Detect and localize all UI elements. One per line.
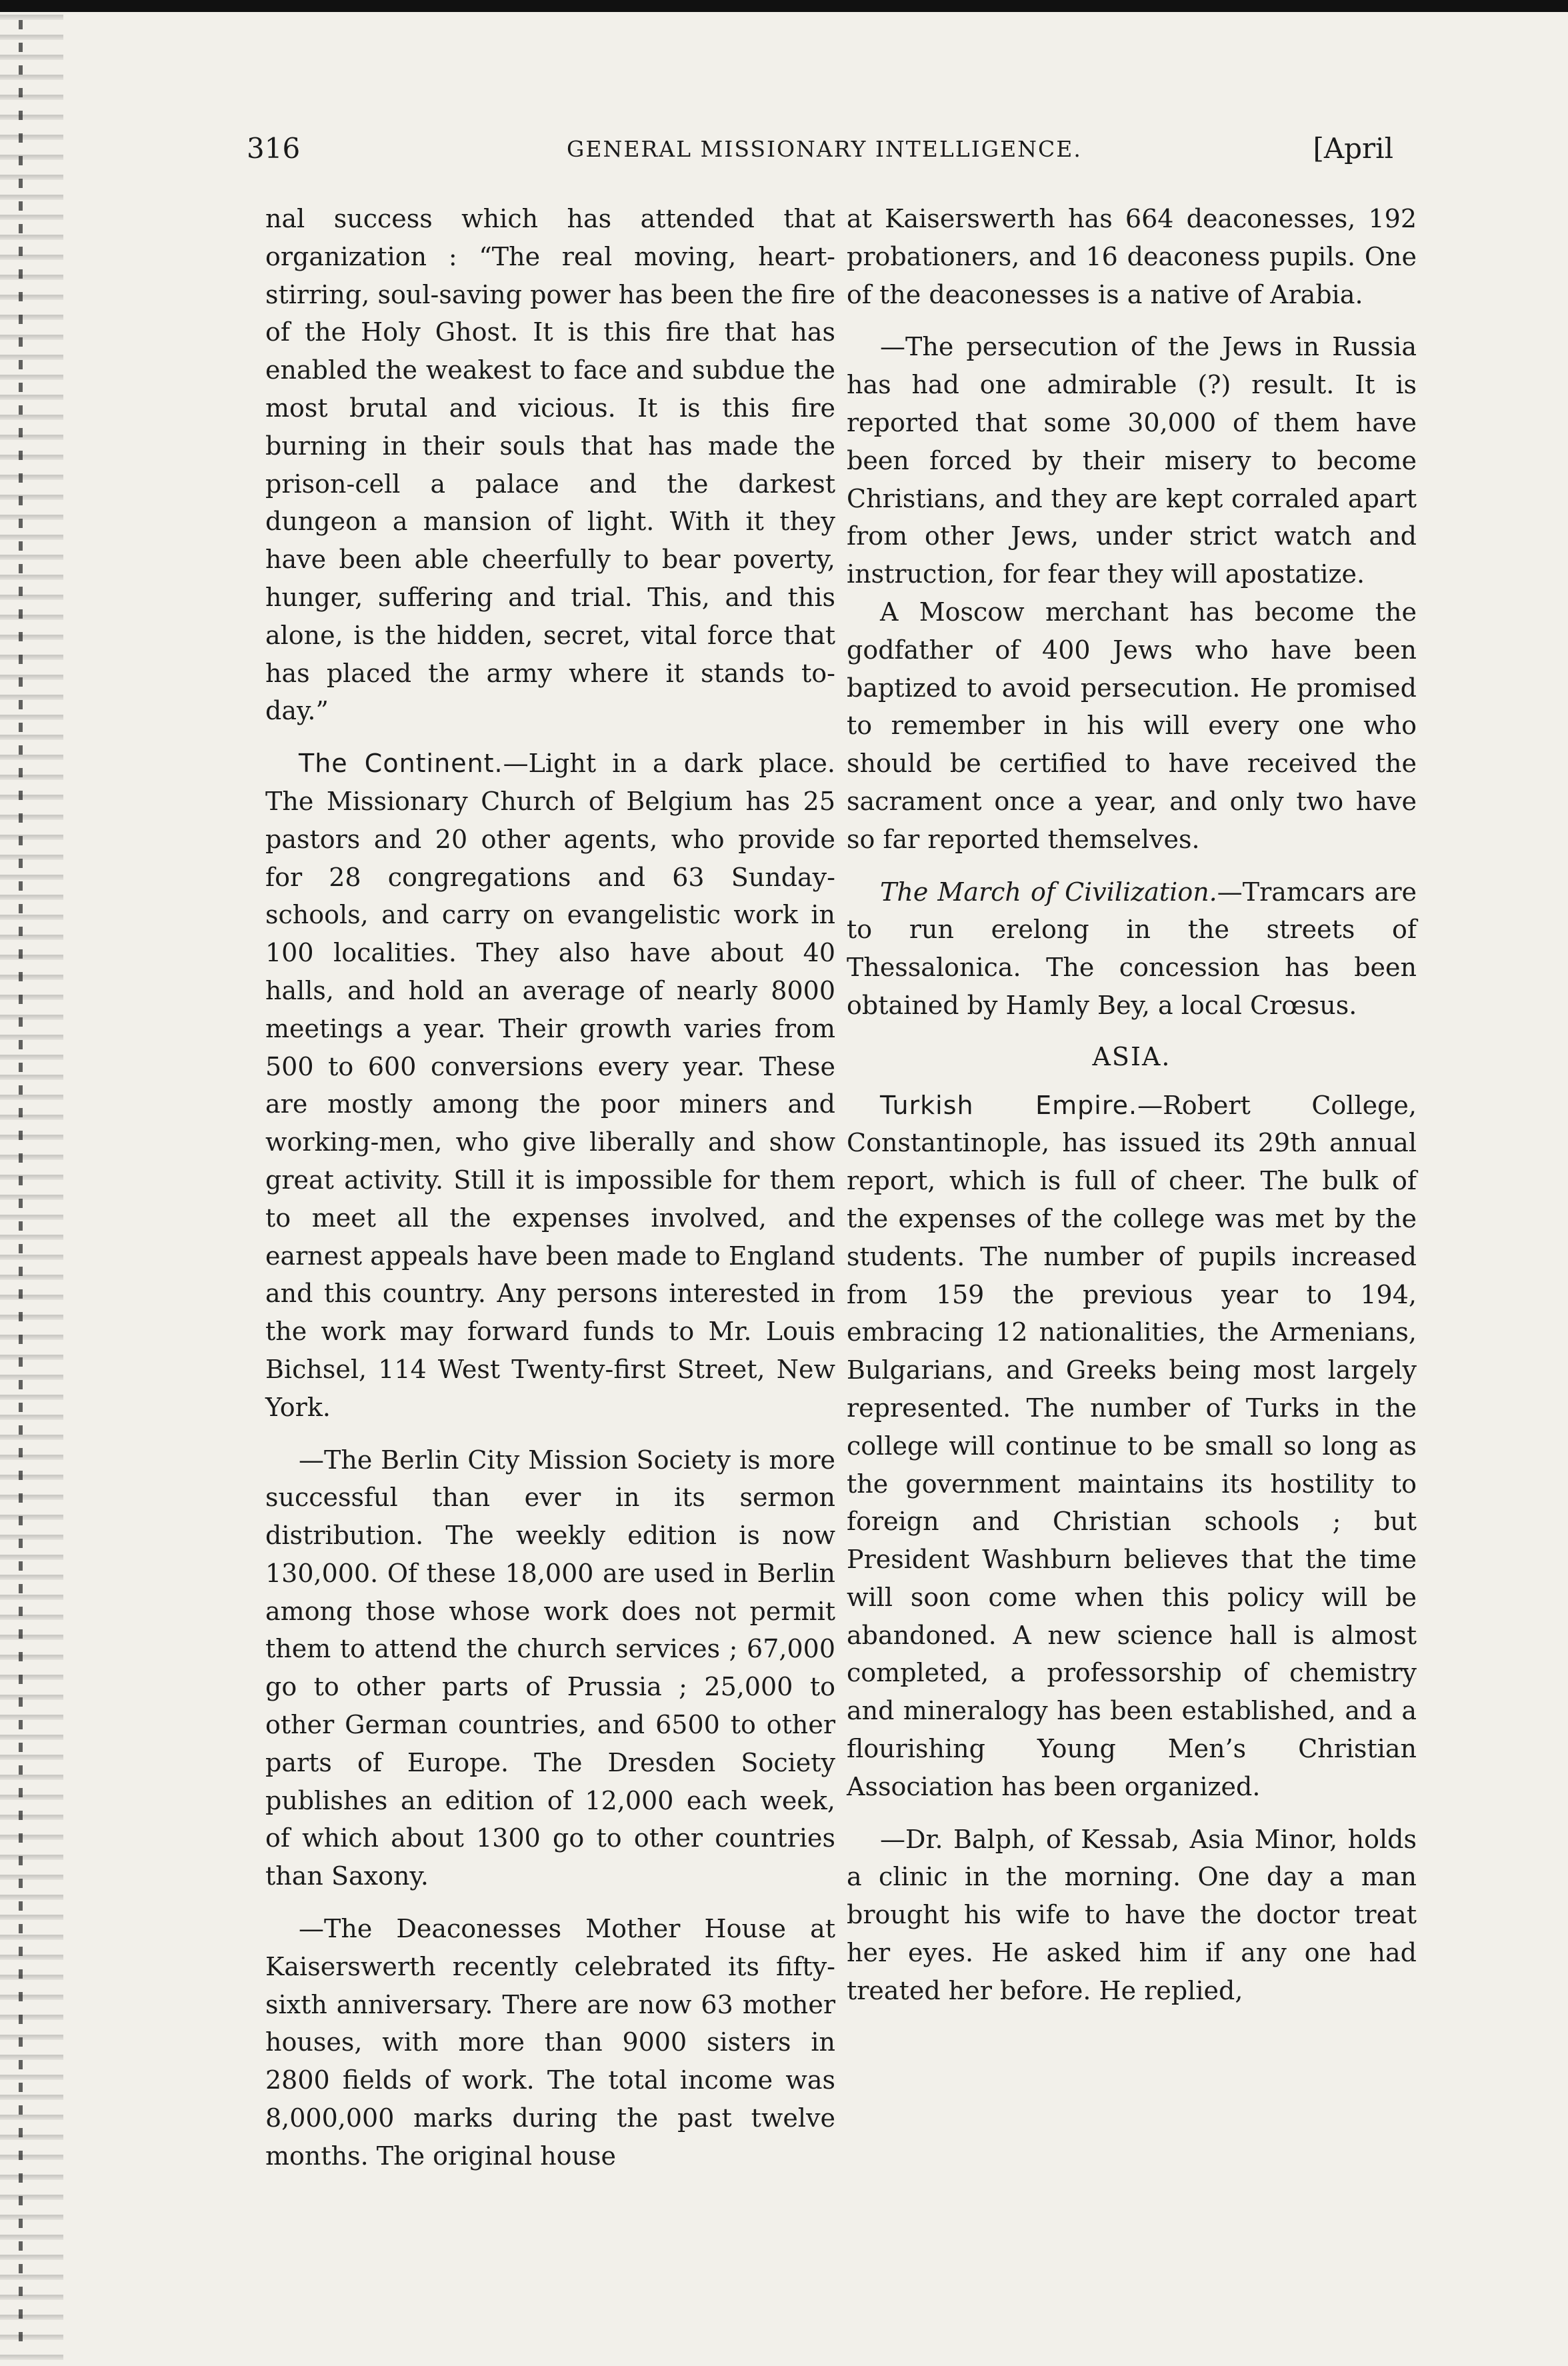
section-heading-asia: ASIA. (1092, 1041, 1171, 1071)
right-column (847, 200, 1417, 2010)
paragraph-moscow-merchant: A Moscow merchant has become the godfather of 400 Jews who have been baptized to avoid persecution. He promised to remember in his will every one who should be certified to have received the sacrament once a year, and only two have so far reported themselves. (847, 597, 1417, 854)
page-header (247, 132, 1393, 172)
paragraph-march-text: —Tramcars are to run erelong in the streets of Thessalonica. The concession has been obtained by Hamly Bey, a local Crœsus. (847, 877, 1417, 1020)
paragraph-kaiserswerth: at Kaiserswerth has 664 deaconesses, 192 probationers, and 16 deaconess pupils. One of the deaconesses is a native of Arabia. (847, 204, 1417, 309)
paragraph-march-civilization (847, 873, 1417, 1025)
paragraph-dr-balph: —Dr. Balph, of Kessab, Asia Minor, holds a clinic in the morning. One day a man brought his wife to have the doctor treat her eyes. He asked him if any one had treated her before. He replied, (847, 1824, 1417, 2005)
paragraph-salvation-army-quote: nal success which has attended that organization : “The real moving, heart-stirring, soul-saving power has been the fire of the Holy Ghost. It is this fire that has enabled the weakest to face and subdue the most brutal and vicious. It is this fire burning in their souls that has made the prison-cell a palace and the darkest dungeon a mansion of light. With it they have been able cheerfully to bear poverty, hunger, suffering and trial. This, and this alone, is the hidden, secret, vital force that has placed the army where it stands to-day.” (265, 204, 835, 726)
left-column (265, 200, 835, 2175)
run-in-heading-march: The March of Civilization. (880, 877, 1217, 907)
running-title: GENERAL MISSIONARY INTELLIGENCE. (567, 136, 1082, 162)
binding-line (19, 20, 23, 2353)
top-scan-rule (0, 0, 1568, 12)
run-in-heading-continent: The Continent. (299, 749, 503, 779)
page-number: 316 (247, 132, 301, 165)
paragraph-continent (265, 745, 835, 1426)
paragraph-deaconesses: —The Deaconesses Mother House at Kaiserswerth recently celebrated its fifty-sixth anniversary. There are now 63 mother houses, with more than 9000 sisters in 2800 fields of work. The total income was 8,000,000 marks during the past twelve months. The original house (265, 1914, 835, 2171)
paragraph-turkish-text: —Robert College, Constantinople, has issued its 29th annual report, which is full of cheer. The bulk of the expenses of the college was met by the students. The number of pupils increased from 159 the previous year to 194, embracing 12 nationalities, the Armenians, Bulgarians, and Greeks being most largely represented. The number of Turks in the college will continue to be small so long as the government maintains its hostility to foreign and Christian schools ; but President Washburn believes that the time will soon come when this policy will be abandoned. A new science hall is almost completed, a professorship of chemistry and mineralogy has been established, and a flourishing Young Men’s Christian Association has been organized. (847, 1090, 1417, 1801)
run-in-heading-turkish: Turkish Empire. (880, 1090, 1138, 1120)
paragraph-turkish-empire (847, 1087, 1417, 1806)
paragraph-berlin-mission: —The Berlin City Mission Society is more successful than ever in its sermon distribution. The weekly edition is now 130,000. Of these 18,000 are used in Berlin among those whose work does not permit them to attend the church services ; 67,000 go to other parts of Prussia ; 25,000 to other German countries, and 6500 to other parts of Europe. The Dresden Society publishes an edition of 12,000 each week, of which about 1300 go to other countries than Saxony. (265, 1445, 835, 1891)
paragraph-continent-text: —Light in a dark place. The Missionary Church of Belgium has 25 pastors and 20 other agents, who provide for 28 congregations and 63 Sunday-schools, and carry on evangelistic work in 100 localities. They also have about 40 halls, and hold an average of nearly 8000 meetings a year. Their growth varies from 500 to 600 conversions every year. These are mostly among the poor miners and working-men, who give liberally and show great activity. Still it is impossible for them to meet all the expenses involved, and earnest appeals have been made to England and this country. Any persons interested in the work may forward funds to Mr. Louis Bichsel, 114 West Twenty-first Street, New York. (265, 749, 835, 1422)
binding-edge (0, 0, 63, 2366)
header-month: [April (1313, 132, 1393, 165)
paragraph-jews-russia: —The persecution of the Jews in Russia has had one admirable (?) result. It is reported that some 30,000 of them have been forced by their misery to become Christians, and they are kept corraled apart from other Jews, under strict watch and instruction, for fear they will apostatize. (847, 332, 1417, 589)
